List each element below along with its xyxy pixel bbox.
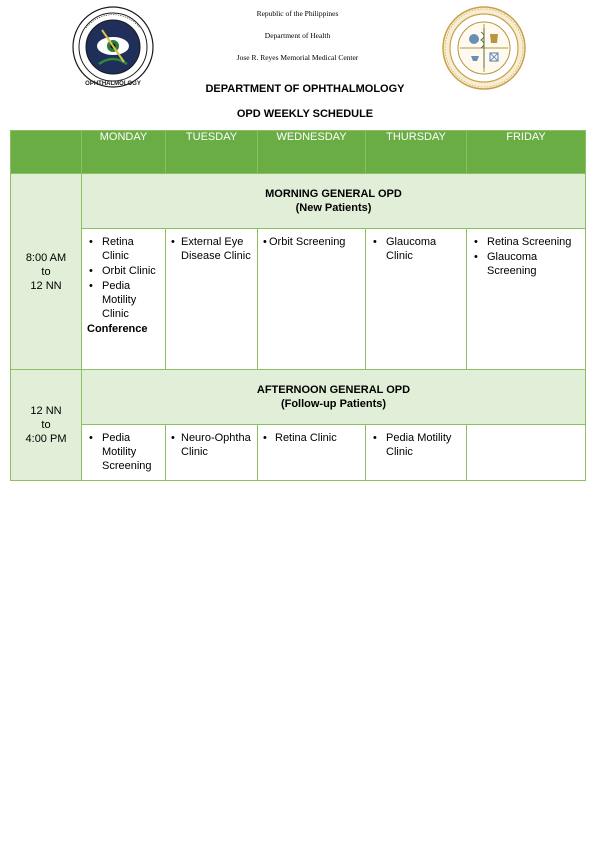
schedule-title: OPD WEEKLY SCHEDULE [236, 108, 374, 120]
list-item: • Neuro-Ophtha Clinic [171, 431, 253, 459]
morning-thursday-cell [366, 229, 467, 370]
afternoon-session-banner [82, 370, 586, 425]
morning-time-cell [11, 174, 82, 370]
morning-time-start: 8:00 AM [25, 251, 67, 264]
list-item: • Orbit Clinic [87, 264, 161, 278]
morning-time-end: 12 NN [30, 279, 62, 292]
afternoon-time-to: to [41, 419, 51, 431]
afternoon-friday-cell [467, 425, 586, 481]
morning-monday-cell [82, 229, 166, 370]
weekly-schedule-table [10, 130, 586, 481]
department-title: DEPARTMENT OF OPHTHALMOLOGY [205, 83, 405, 95]
list-item: • Glaucoma Screening [472, 250, 581, 278]
morning-session-subtitle: (New Patients) [295, 202, 372, 214]
day-header-wednesday: WEDNESDAY [258, 131, 366, 174]
header-hospital-name: Jose R. Reyes Memorial Medical Center [236, 53, 359, 62]
list-item: • Orbit Screening [263, 235, 361, 249]
conference-label: Conference [87, 323, 148, 335]
morning-wednesday-cell [258, 229, 366, 370]
day-header-friday: FRIDAY [467, 131, 586, 174]
morning-session-banner [82, 174, 586, 229]
list-item: • Pedia Motility Clinic [87, 279, 161, 321]
afternoon-monday-cell [82, 425, 166, 481]
list-item: • Retina Clinic [87, 235, 161, 263]
list-item: • Retina Screening [472, 235, 581, 249]
ophthalmology-seal-logo [72, 6, 154, 88]
day-header-row [11, 131, 586, 174]
afternoon-wednesday-cell [258, 425, 366, 481]
header-blank-cell [11, 131, 82, 174]
afternoon-session-title: AFTERNOON GENERAL OPD [256, 384, 411, 396]
afternoon-session-subtitle: (Follow-up Patients) [280, 398, 387, 410]
morning-friday-cell [467, 229, 586, 370]
header-department-of-health: Department of Health [264, 31, 331, 40]
morning-time-to: to [41, 265, 51, 278]
header-republic: Republic of the Philippines [256, 9, 339, 18]
morning-session-title: MORNING GENERAL OPD [265, 188, 402, 200]
afternoon-time-start: 12 NN [30, 405, 62, 417]
afternoon-tuesday-cell [166, 425, 258, 481]
list-item: • External Eye Disease Clinic [171, 235, 253, 263]
jrrmmc-seal-logo [442, 6, 526, 90]
afternoon-time-cell [11, 370, 82, 481]
morning-tuesday-cell [166, 229, 258, 370]
afternoon-time-end: 4:00 PM [25, 433, 67, 445]
day-header-thursday: THURSDAY [366, 131, 467, 174]
afternoon-thursday-cell [366, 425, 467, 481]
list-item: • Retina Clinic [263, 431, 361, 445]
morning-session-row [11, 174, 586, 229]
morning-clinics-row [11, 229, 586, 370]
day-header-monday: MONDAY [82, 131, 166, 174]
afternoon-clinics-row [11, 425, 586, 481]
day-header-tuesday: TUESDAY [166, 131, 258, 174]
list-item: • Pedia Motility Clinic [371, 431, 462, 459]
list-item: • Pedia Motility Screening [87, 431, 161, 473]
list-item: • Glaucoma Clinic [371, 235, 462, 263]
svg-text:OPHTHALMOLOGY: OPHTHALMOLOGY [85, 81, 141, 87]
afternoon-session-row [11, 370, 586, 425]
